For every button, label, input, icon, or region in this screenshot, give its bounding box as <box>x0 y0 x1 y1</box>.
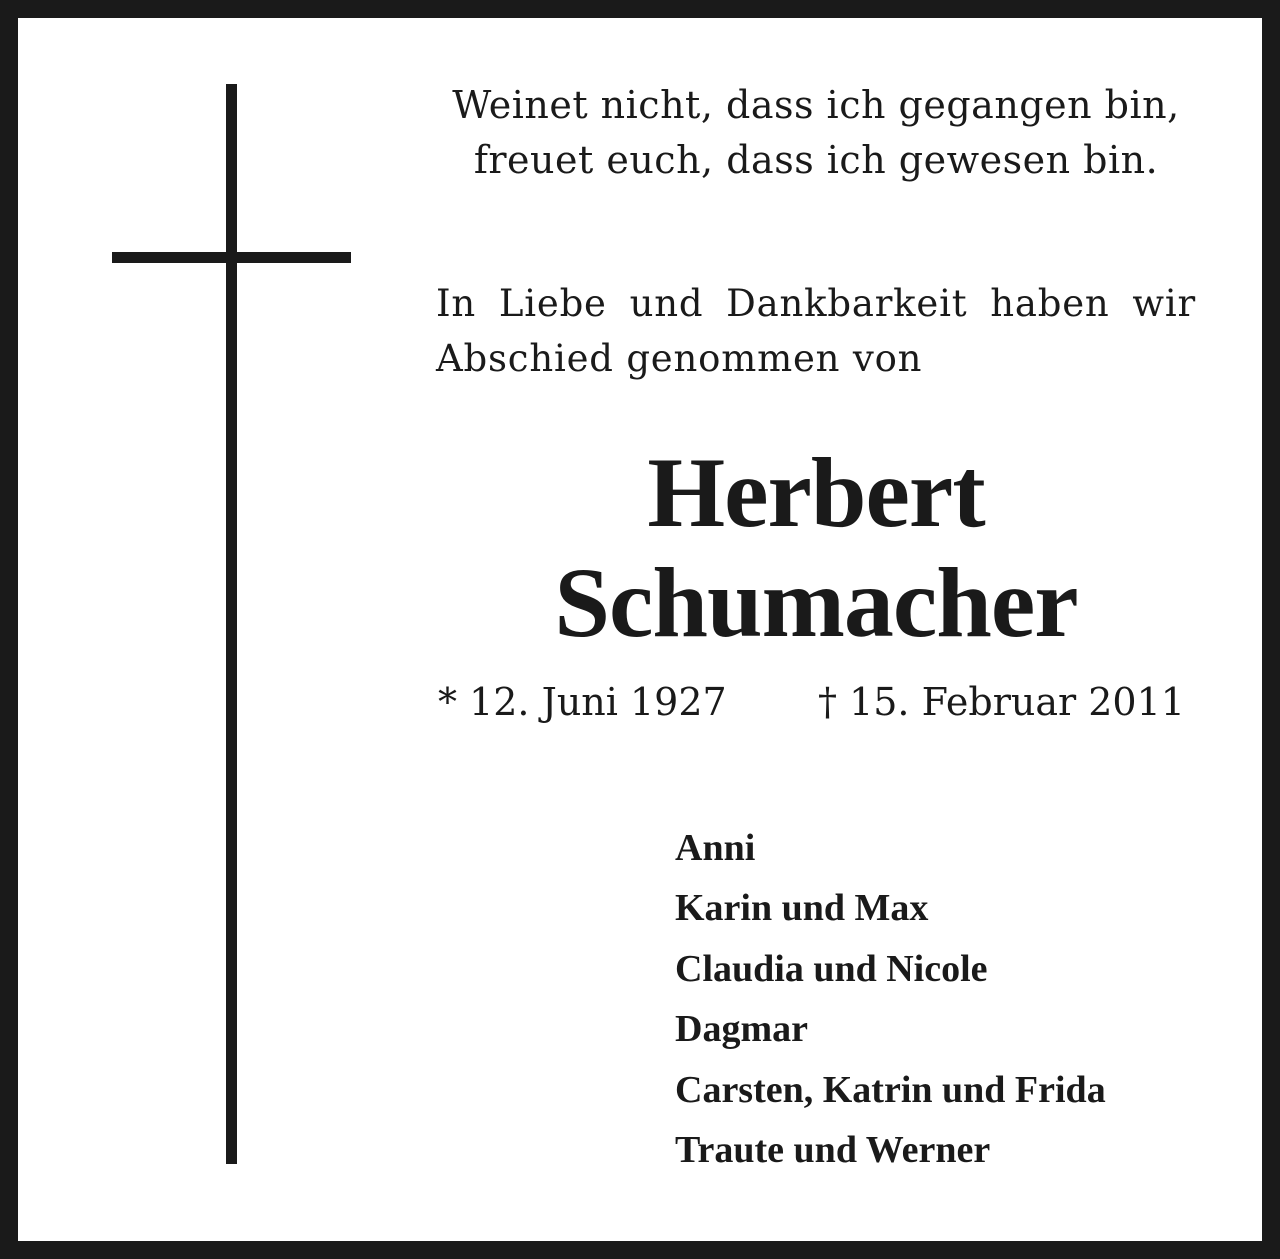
intro-word: und <box>629 282 704 325</box>
intro-line-2: Abschied genommen von <box>436 337 923 380</box>
deceased-name <box>436 438 1196 658</box>
intro-word: haben <box>990 282 1110 325</box>
deceased-last-name: Schumacher <box>554 547 1078 658</box>
intro-word: Dankbarkeit <box>726 282 968 325</box>
birth-date: * 12. Juni 1927 <box>438 680 727 724</box>
mourners-list <box>675 818 1106 1180</box>
motto <box>436 78 1196 188</box>
mourner-entry: Traute und Werner <box>675 1129 991 1172</box>
motto-line-1: Weinet nicht, dass ich gegangen bin, <box>452 83 1180 127</box>
cross-horizontal-beam <box>112 252 351 263</box>
cross-vertical-beam <box>226 84 237 1164</box>
mourner-entry: Carsten, Katrin und Frida <box>675 1068 1106 1111</box>
intro-line-1 <box>436 276 1196 331</box>
intro-text <box>436 276 1196 386</box>
motto-line-2: freuet euch, dass ich gewesen bin. <box>473 138 1159 182</box>
deceased-first-name: Herbert <box>647 437 985 548</box>
intro-word: In <box>436 282 477 325</box>
mourner-entry: Claudia und Nicole <box>675 947 988 990</box>
mourner-entry: Dagmar <box>675 1008 808 1051</box>
mourner-entry: Karin und Max <box>675 887 929 930</box>
intro-word: Liebe <box>498 282 607 325</box>
mourner-entry: Anni <box>675 827 756 869</box>
intro-word: wir <box>1132 282 1196 325</box>
death-date: † 15. Februar 2011 <box>818 680 1185 724</box>
